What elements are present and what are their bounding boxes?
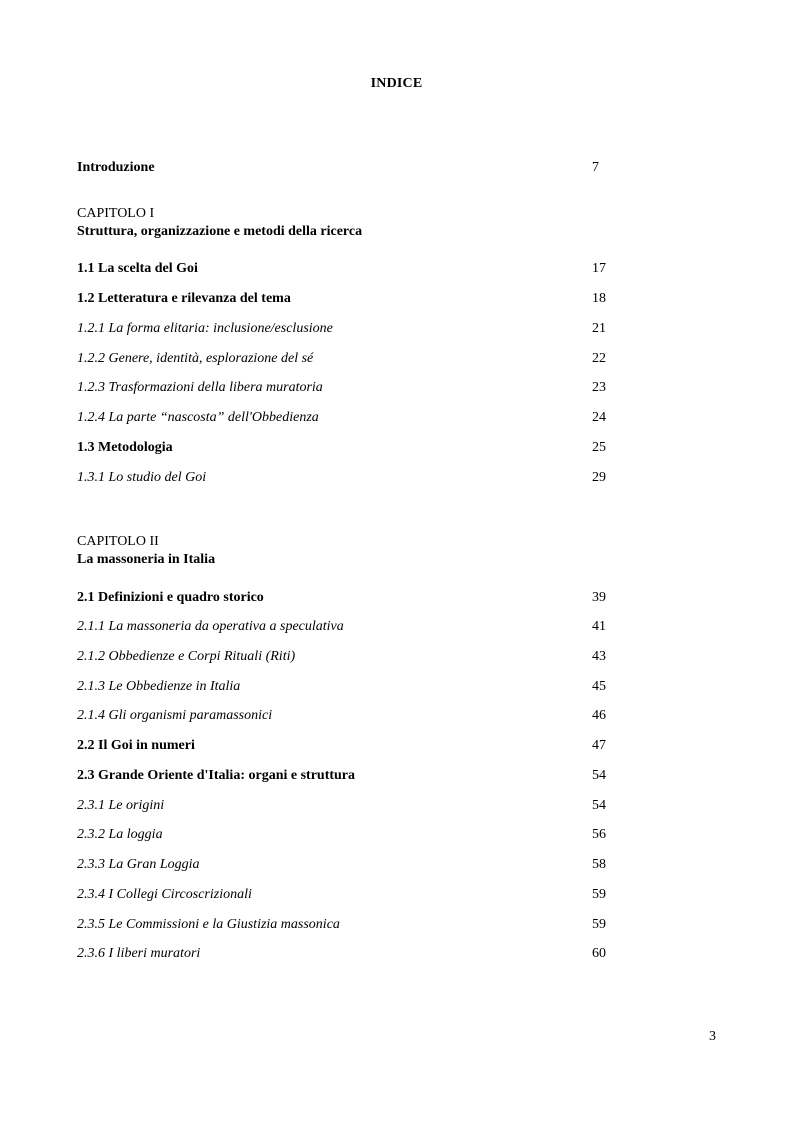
toc-intro-page: 7 xyxy=(592,160,599,175)
chapter-heading: CAPITOLO I xyxy=(77,206,155,221)
toc-entry-page: 22 xyxy=(592,351,606,366)
toc-entry-page: 24 xyxy=(592,410,606,425)
toc-entry-page: 21 xyxy=(592,321,606,336)
chapter-subtitle: Struttura, organizzazione e metodi della ricerca xyxy=(77,224,363,239)
toc-entry-page: 18 xyxy=(592,291,606,306)
toc-entry-label[interactable]: 2.3.6 I liberi muratori xyxy=(77,946,201,961)
chapter-subtitle: La massoneria in Italia xyxy=(77,552,216,567)
toc-entry-label[interactable]: 2.1.4 Gli organismi paramassonici xyxy=(77,708,273,723)
toc-entry-label[interactable]: 2.3 Grande Oriente d'Italia: organi e struttura xyxy=(77,768,356,783)
chapter-heading: CAPITOLO II xyxy=(77,534,159,549)
toc-entry-page: 25 xyxy=(592,440,606,455)
page-title: INDICE xyxy=(370,76,423,91)
toc-entry-label[interactable]: 2.1 Definizioni e quadro storico xyxy=(77,590,264,605)
toc-entry-page: 59 xyxy=(592,917,606,932)
toc-entry-page: 46 xyxy=(592,708,606,723)
toc-entry-label[interactable]: 1.2.2 Genere, identità, esplorazione del sé xyxy=(77,351,314,366)
toc-entry-page: 59 xyxy=(592,887,606,902)
toc-entry-label[interactable]: 2.2 Il Goi in numeri xyxy=(77,738,195,753)
toc-entry-label[interactable]: 1.3 Metodologia xyxy=(77,440,173,455)
toc-entry-page: 54 xyxy=(592,798,606,813)
toc-entry-page: 39 xyxy=(592,590,606,605)
toc-entry-label[interactable]: 1.3.1 Lo studio del Goi xyxy=(77,470,207,485)
toc-entry-label[interactable]: 2.3.5 Le Commissioni e la Giustizia massonica xyxy=(77,917,340,932)
toc-entry-label[interactable]: 2.1.3 Le Obbedienze in Italia xyxy=(77,679,241,694)
toc-entry-label[interactable]: 1.1 La scelta del Goi xyxy=(77,261,198,276)
toc-entry-page: 47 xyxy=(592,738,606,753)
toc-entry-label[interactable]: 2.3.2 La loggia xyxy=(77,827,163,842)
toc-entry-page: 56 xyxy=(592,827,606,842)
toc-entry-label[interactable]: 2.3.1 Le origini xyxy=(77,798,165,813)
toc-entry-page: 58 xyxy=(592,857,606,872)
toc-entry-page: 60 xyxy=(592,946,606,961)
toc-entry-label[interactable]: 1.2.3 Trasformazioni della libera muratoria xyxy=(77,380,323,395)
toc-entry-page: 17 xyxy=(592,261,606,276)
toc-entry-page: 45 xyxy=(592,679,606,694)
toc-entry-label[interactable]: 2.3.4 I Collegi Circoscrizionali xyxy=(77,887,252,902)
page-number: 3 xyxy=(709,1029,716,1044)
toc-entry-page: 29 xyxy=(592,470,606,485)
toc-entry-label[interactable]: 1.2.1 La forma elitaria: inclusione/esclusione xyxy=(77,321,333,336)
toc-entry-page: 41 xyxy=(592,619,606,634)
toc-entry-page: 43 xyxy=(592,649,606,664)
toc-entry-page: 23 xyxy=(592,380,606,395)
toc-entry-label[interactable]: 1.2 Letteratura e rilevanza del tema xyxy=(77,291,291,306)
toc-entry-label[interactable]: 2.1.2 Obbedienze e Corpi Rituali (Riti) xyxy=(77,649,296,664)
toc-entry-label[interactable]: 1.2.4 La parte “nascosta” dell'Obbedienza xyxy=(77,410,319,425)
toc-entry-page: 54 xyxy=(592,768,606,783)
toc-intro-label[interactable]: Introduzione xyxy=(77,160,155,175)
toc-entry-label[interactable]: 2.1.1 La massoneria da operativa a speculativa xyxy=(77,619,344,634)
toc-entry-label[interactable]: 2.3.3 La Gran Loggia xyxy=(77,857,200,872)
